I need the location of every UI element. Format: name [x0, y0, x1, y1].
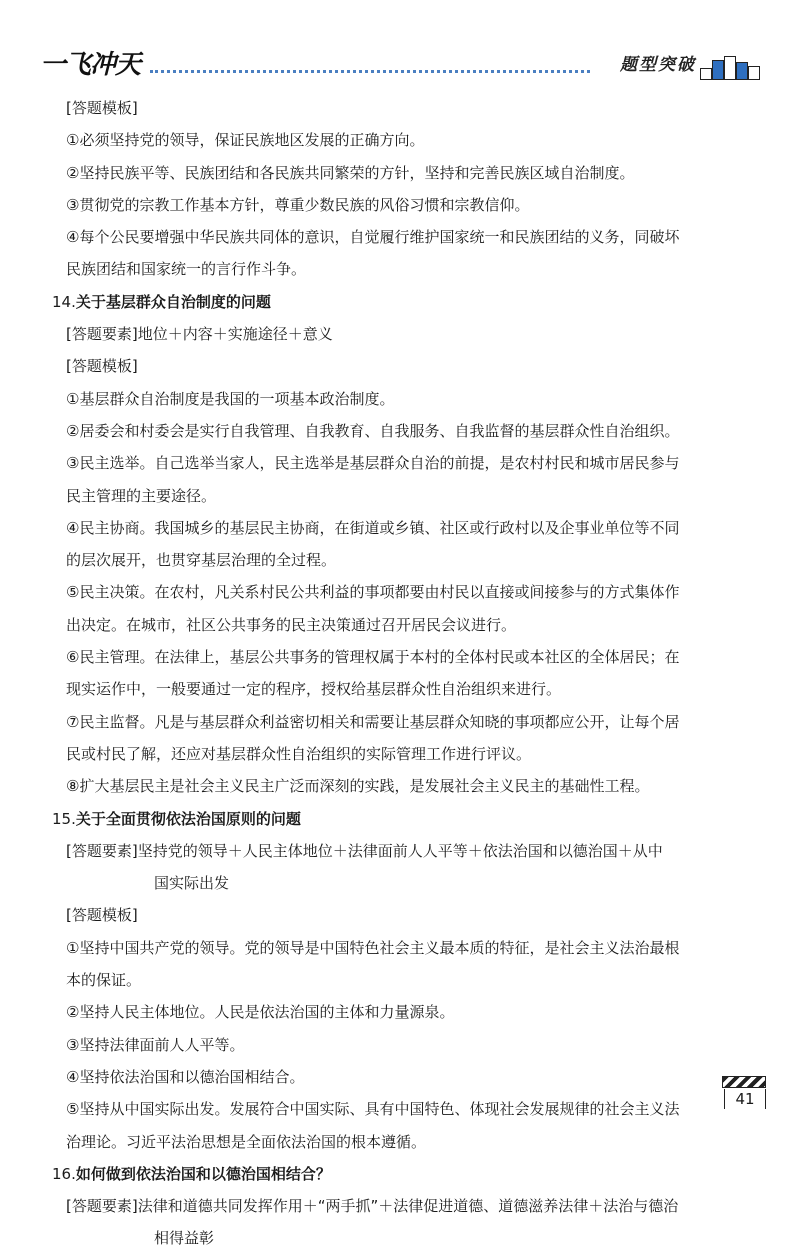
question-heading: [52, 286, 762, 318]
text-line: ③贯彻党的宗教工作基本方针，尊重少数民族的风俗习惯和宗教信仰。: [66, 195, 530, 214]
text-line: ①必须坚持党的领导，保证民族地区发展的正确方向。: [66, 131, 425, 150]
text-line: ⑤民主决策。在农村，凡关系村民公共利益的事项都要由村民以直接或间接参与的方式集体作: [66, 583, 680, 602]
page-number-badge: [722, 1076, 768, 1112]
question-title: 关于全面贯彻依法治国原则的问题: [75, 809, 301, 828]
text-line: [答题模板]: [66, 99, 138, 117]
text-line: ⑤坚持从中国实际出发。发展符合中国实际、具有中国特色、体现社会发展规律的社会主义法: [66, 1100, 680, 1119]
question-title: 如何做到依法治国和以德治国相结合？: [75, 1164, 331, 1183]
text-line: 民族团结和国家统一的言行作斗争。: [66, 260, 307, 279]
text-line: 相得益彰: [154, 1229, 215, 1248]
text-line: ⑧扩大基层民主是社会主义民主广泛而深刻的实践，是发展社会主义民主的基础性工程。: [66, 777, 650, 796]
text-line: 国实际出发: [154, 874, 230, 893]
brand-logo: 一飞冲天: [40, 50, 141, 80]
question-heading: [52, 1158, 762, 1190]
text-line: 治理论。习近平法治思想是全面依法治国的根本遵循。: [66, 1132, 427, 1151]
question-number: 14.: [52, 292, 76, 311]
text-line: 现实运作中，一般要通过一定的程序，授权给基层群众性自治组织来进行。: [66, 680, 562, 699]
text-line: 出决定。在城市，社区公共事务的民主决策通过召开居民会议进行。: [66, 615, 517, 634]
text-line: [答题模板]: [66, 357, 138, 376]
question-title: 关于基层群众自治制度的问题: [75, 292, 271, 311]
stair-blocks-icon: [700, 52, 760, 80]
text-line: ⑦民主监督。凡是与基层群众利益密切相关和需要让基层群众知晓的事项都应公开，让每个居: [66, 712, 680, 731]
text-line: 民或村民了解，还应对基层群众性自治组织的实际管理工作进行评议。: [66, 744, 532, 763]
text-line: ②坚持人民主体地位。人民是依法治国的主体和力量源泉。: [66, 1003, 455, 1022]
text-line: 民主管理的主要途径。: [66, 486, 217, 505]
block-shape: [736, 62, 748, 80]
striped-bar-icon: [722, 1076, 766, 1088]
text-line: ②居委会和村委会是实行自我管理、自我教育、自我服务、自我监督的基层群众性自治组织。: [66, 421, 680, 440]
text-line: ③民主选举。自己选举当家人，民主选举是基层群众自治的前提，是农村村民和城市居民参与: [66, 454, 680, 473]
text-line: ⑥民主管理。在法律上，基层公共事务的管理权属于本村的全体村民或本社区的全体居民；在: [66, 648, 680, 667]
text-line: 的层次展开，也贯穿基层治理的全过程。: [66, 551, 337, 570]
text-line: ①基层群众自治制度是我国的一项基本政治制度。: [66, 389, 395, 408]
block-shape: [700, 68, 712, 80]
text-line: ①坚持中国共产党的领导。党的领导是中国特色社会主义最本质的特征，是社会主义法治最根: [66, 938, 680, 957]
text-line: ④坚持依法治国和以德治国相结合。: [66, 1067, 305, 1086]
text-line: ②坚持民族平等、民族团结和各民族共同繁荣的方针，坚持和完善民族区域自治制度。: [66, 163, 635, 182]
question-number: 16.: [52, 1164, 76, 1183]
block-shape: [748, 66, 760, 80]
text-line: 本的保证。: [66, 971, 142, 990]
text-line: [答题要素]法律和道德共同发挥作用＋“两手抓”＋法律促进道德、道德滋养法律＋法治与德治: [66, 1197, 679, 1216]
question-number: 15.: [52, 809, 76, 828]
text-line: ④每个公民要增强中华民族共同体的意识，自觉履行维护国家统一和民族团结的义务，同破坏: [66, 228, 680, 247]
section-title: 题型突破: [620, 55, 696, 75]
block-shape: [712, 60, 724, 80]
page-number: 41: [724, 1089, 766, 1109]
text-line: [答题要素]坚持党的领导＋人民主体地位＋法律面前人人平等＋依法治国和以德治国＋从中: [66, 841, 663, 860]
header-dotted-rule: [150, 70, 590, 73]
text-line: [答题模板]: [66, 906, 138, 925]
text-line: [答题要素]地位＋内容＋实施途径＋意义: [66, 325, 333, 344]
text-line: ④民主协商。我国城乡的基层民主协商，在街道或乡镇、社区或行政村以及企事业单位等不同: [66, 518, 680, 537]
text-line: ③坚持法律面前人人平等。: [66, 1035, 245, 1054]
page-header: [0, 0, 800, 80]
page-content: [52, 92, 762, 1255]
question-heading: [52, 803, 762, 835]
block-shape: [724, 56, 736, 80]
